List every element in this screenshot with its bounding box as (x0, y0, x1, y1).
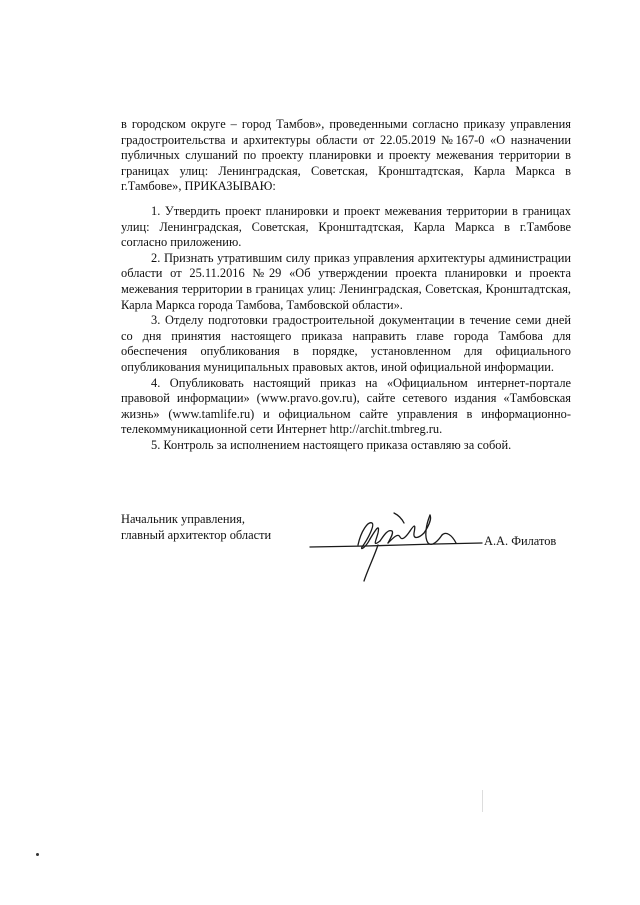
scan-artifact-line (482, 790, 483, 812)
signature-block (121, 511, 571, 581)
order-item-3: 3. Отделу подготовки градостроительной документации в течение семи дней со дня принятия настоящего приказа направить главе города Тамбова для обеспечения опубликования в порядке, установленном для официального опубликования муниципальных правовых актов, иной официальной информации. (121, 313, 571, 374)
scan-artifact-dot (36, 853, 39, 856)
signatory-title (121, 511, 271, 543)
order-item-2: 2. Признать утратившим силу приказ управления архитектуры администрации области от 25.11.2016 №29 «Об утверждении проекта планировки и проекта межевания территории в границах улиц: Ленинградская, Советская, Кронштадтская, Карла Маркса города Тамбова, Тамбовской области». (121, 250, 571, 312)
order-item-1: 1. Утвердить проект планировки и проект межевания территории в границах улиц: Ленинградская, Советская, Кронштадтская, Карла Маркса в г.Тамбове согласно приложению. (121, 203, 571, 250)
signatory-title-line-2: главный архитектор области (121, 528, 272, 542)
intro-paragraph: в городском округе – город Тамбов», проведенными согласно приказу управления градостроительства и архитектуры области от 22.05.2019 №167-0 «О назначении публичных слушаний по проекту планировки и проекту межевания территории в границах улиц: Ленинградская, Советская, Кронштадтская, Карла Маркса в г.Тамбове», ПРИКАЗЫВАЮ: (121, 117, 571, 194)
order-item-5: 5. Контроль за исполнением настоящего приказа оставляю за собой. (151, 437, 512, 452)
handwritten-signature (306, 509, 486, 584)
signatory-name: А.А. Филатов (484, 534, 557, 548)
order-item-4: 4. Опубликовать настоящий приказ на «Официальном интернет-портале правовой информации» (www.pravo.gov.ru), сайте сетевого издания «Тамбовская жизнь» (www.tamlife.ru) и официальном сайте управления в информационно-телекоммуникационной сети Интернет http://archit.tmbreg.ru. (121, 375, 571, 437)
signatory-title-line-1: Начальник управления, (121, 512, 245, 526)
document-body (121, 117, 571, 453)
